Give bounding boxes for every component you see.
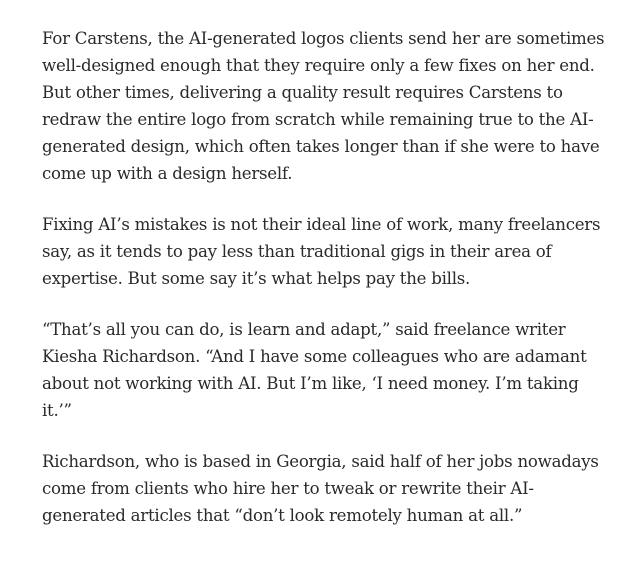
text-line: “That’s all you can do, is learn and adapt,” said freelance writer <box>42 320 566 339</box>
text-line: about not working with AI. But I’m like, ‘I need money. I’m taking <box>42 374 579 393</box>
article-paragraph <box>42 316 602 424</box>
text-line: say, as it tends to pay less than traditional gigs in their area of <box>42 242 552 261</box>
article-paragraph <box>42 448 602 529</box>
text-line: expertise. But some say it’s what helps pay the bills. <box>42 269 471 288</box>
text-line: come up with a design herself. <box>42 164 293 183</box>
text-line: redraw the entire logo from scratch while remaining true to the AI- <box>42 110 594 129</box>
text-line: generated design, which often takes longer than if she were to have <box>42 137 600 156</box>
text-line: it.’” <box>42 401 72 420</box>
text-line: For Carstens, the AI-generated logos clients send her are sometimes <box>42 29 605 48</box>
article-paragraph <box>42 25 605 187</box>
text-line: Fixing AI’s mistakes is not their ideal line of work, many freelancers <box>42 215 601 234</box>
text-line: come from clients who hire her to tweak or rewrite their AI- <box>42 479 534 498</box>
text-line: well-designed enough that they require only a few fixes on her end. <box>42 56 595 75</box>
text-line: Kiesha Richardson. “And I have some colleagues who are adamant <box>42 347 587 366</box>
text-line: But other times, delivering a quality result requires Carstens to <box>42 83 563 102</box>
text-line: Richardson, who is based in Georgia, said half of her jobs nowadays <box>42 452 599 471</box>
article-paragraph <box>42 211 602 292</box>
text-line: generated articles that “don’t look remotely human at all.” <box>42 506 523 525</box>
article-body <box>42 25 605 553</box>
